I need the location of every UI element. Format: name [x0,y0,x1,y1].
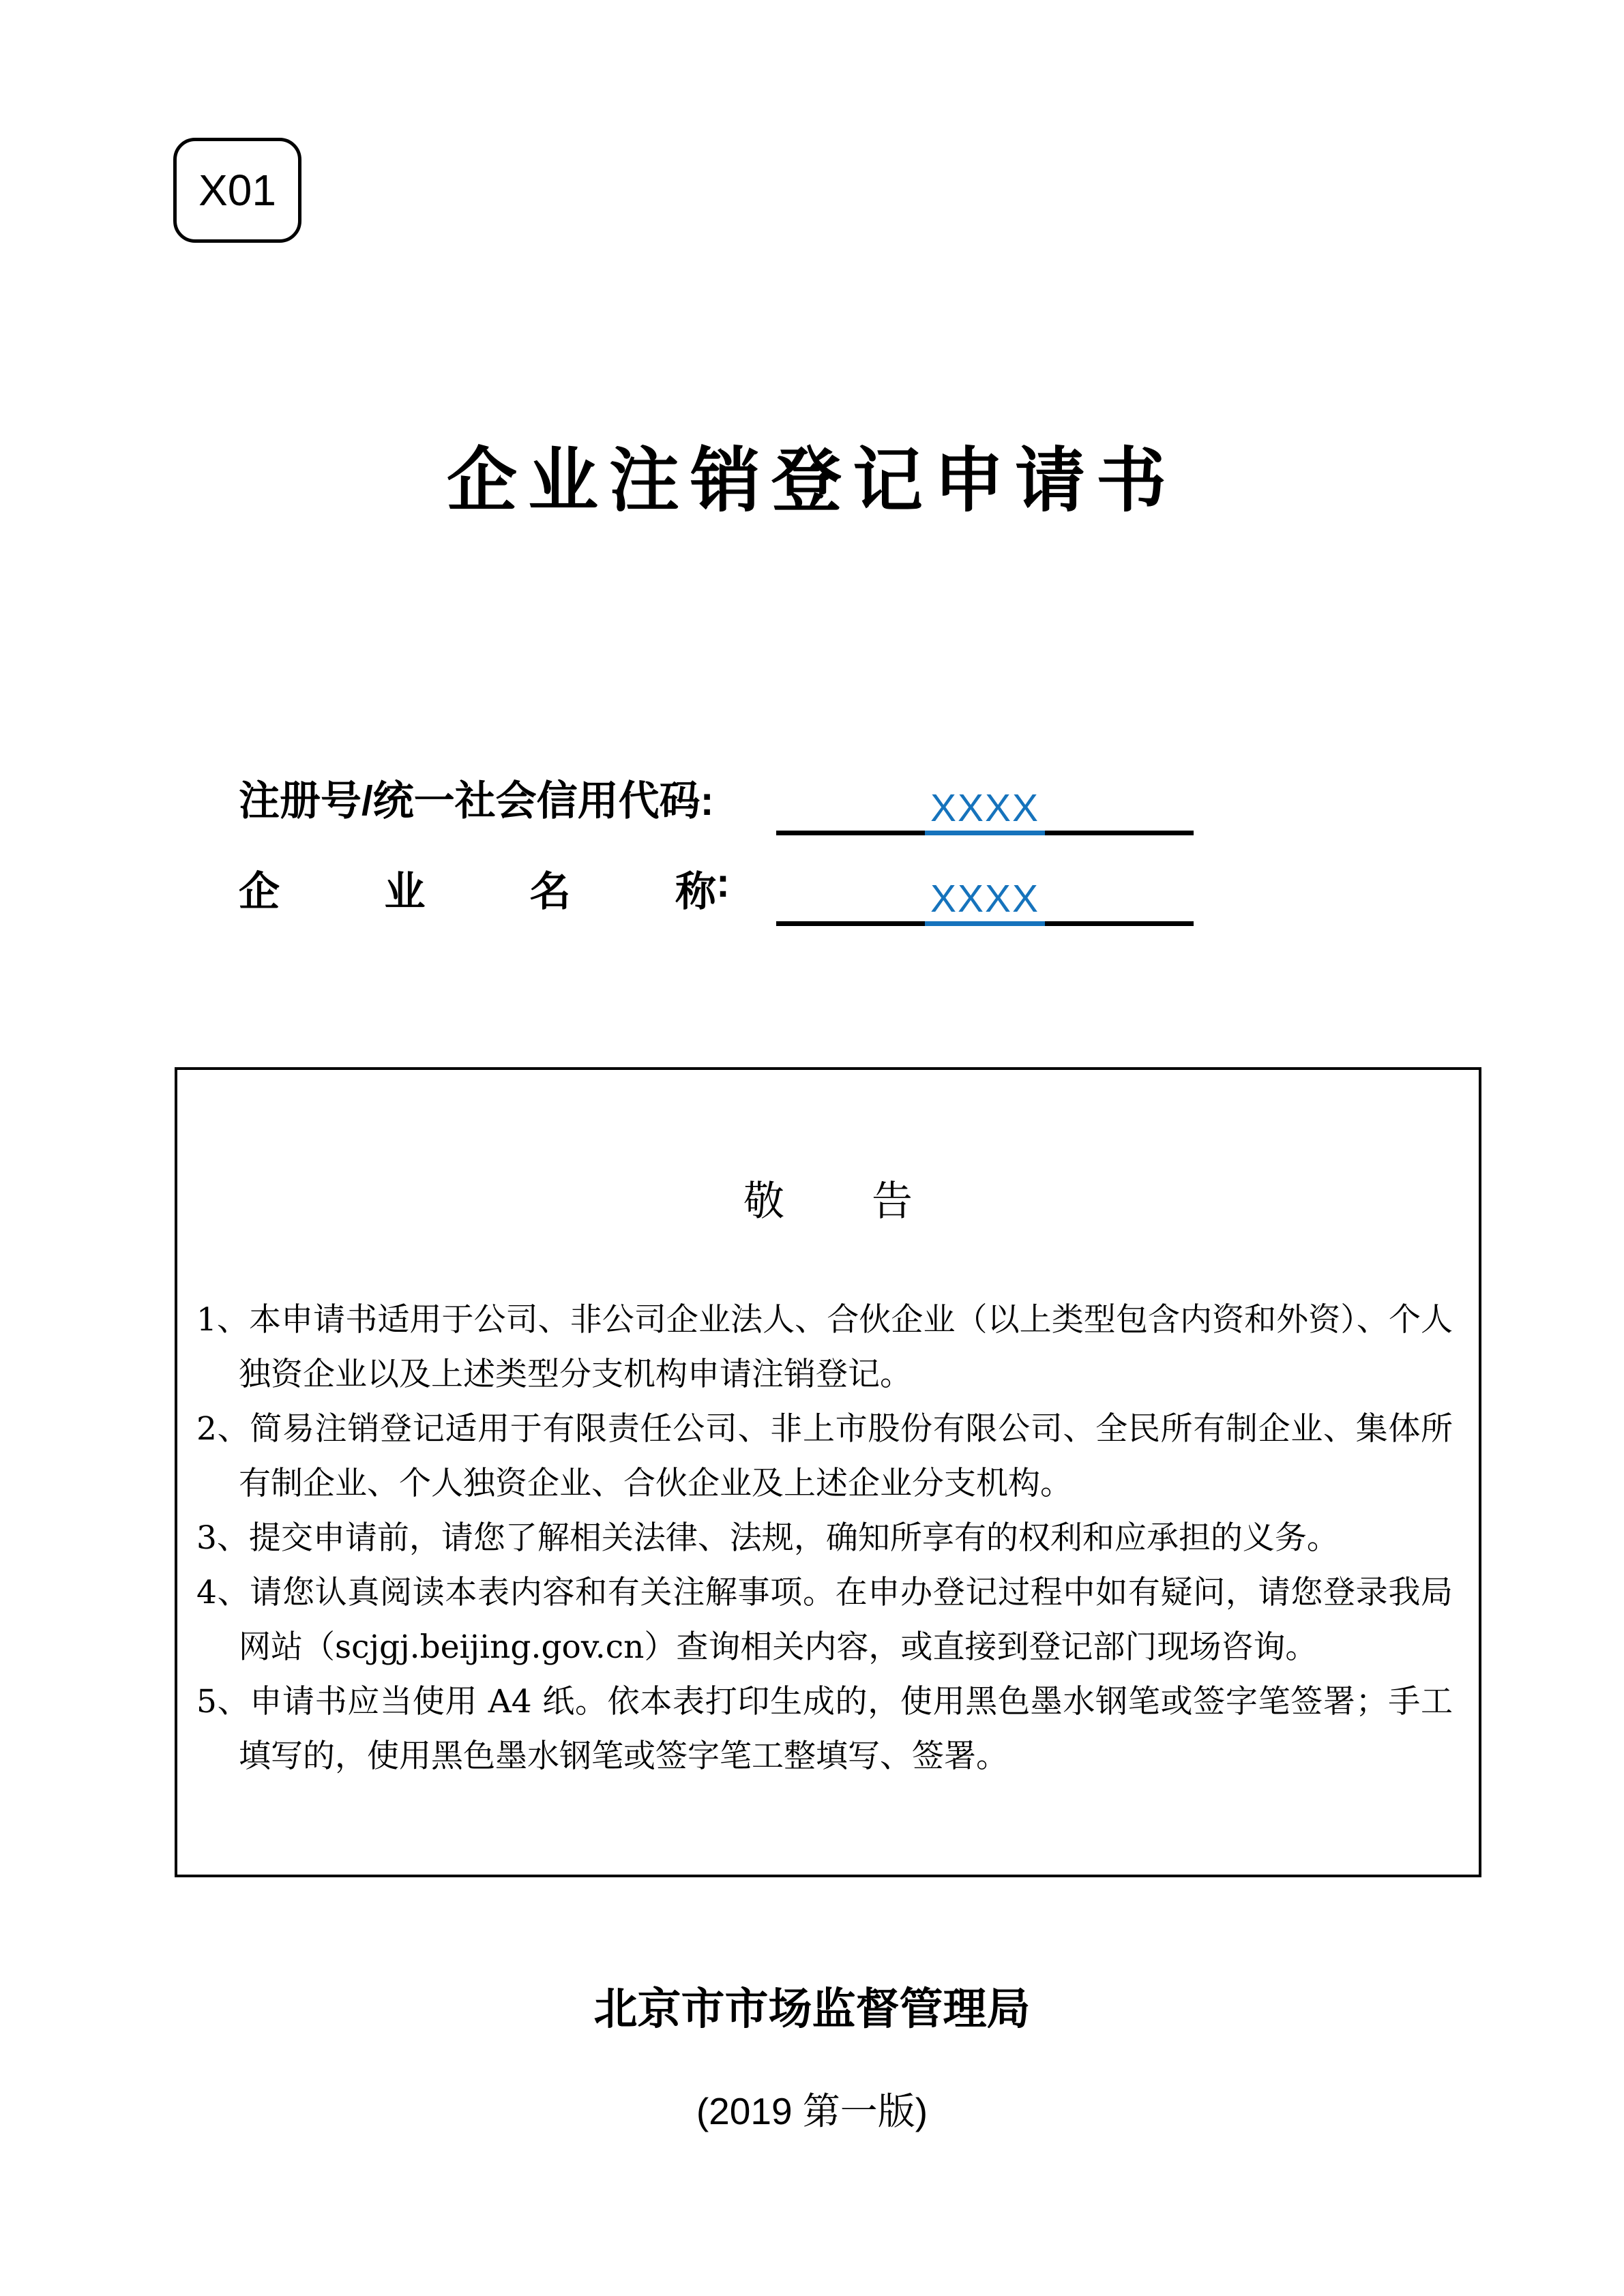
notice-item-number: 5、 [196,1683,250,1720]
notice-item-3 [196,1511,1453,1566]
fields-section [239,767,1197,949]
enterprise-name-label-char: 企 [239,869,280,914]
notice-heading-char: 敬 [743,1178,784,1225]
enterprise-name-field-row [239,858,1197,926]
notice-item-5 [196,1675,1453,1784]
enterprise-name-label-chars [239,859,716,918]
enterprise-name-label [239,859,747,926]
notice-item-text: 申请书应当使用 A4 纸。依本表打印生成的，使用黑色墨水钢笔或签字笔签署；手工填写的，使用黑色墨水钢笔或签字笔工整填写、签署。 [239,1683,1453,1775]
notice-item-text: 简易注销登记适用于有限责任公司、非上市股份有限公司、全民所有制企业、集体所有制企业、个人独资企业、合伙企业及上述企业分支机构。 [239,1410,1453,1502]
notice-item-number: 4、 [196,1574,250,1611]
credit-code-value[interactable]: XXXX [925,786,1045,835]
credit-code-underline [776,784,1194,835]
enterprise-name-label-char: 业 [384,869,426,914]
footer-organization: 北京市市场监督管理局 [593,1984,1031,2033]
notice-item-4 [196,1566,1453,1675]
form-code-text: X01 [198,166,276,215]
notice-list [196,1293,1453,1784]
notice-item-1 [196,1293,1453,1402]
notice-item-text: 本申请书适用于公司、非公司企业法人、合伙企业（以上类型包含内资和外资）、个人独资企业以及上述类型分支机构申请注销登记。 [239,1301,1453,1393]
enterprise-name-label-colon: : [716,860,730,906]
credit-code-label: 注册号/统一社会信用代码: [239,778,714,824]
notice-item-text: 请您认真阅读本表内容和有关注解事项。在申办登记过程中如有疑问，请您登录我局网站（scjgj.beijing.gov.cn）查询相关内容，或直接到登记部门现场咨询。 [239,1574,1453,1666]
page-title: 企业注销登记申请书 [447,441,1177,520]
enterprise-name-label-char: 称 [675,869,716,914]
notice-heading-char: 告 [872,1178,913,1225]
notice-item-number: 1、 [196,1301,250,1339]
credit-code-field-row [239,767,1197,835]
notice-item-number: 2、 [196,1410,250,1448]
footer-version: (2019 第一版) [696,2090,928,2132]
notice-item-number: 3、 [196,1519,249,1557]
notice-item-text: 提交申请前，请您了解相关法律、法规，确知所享有的权利和应承担的义务。 [248,1519,1339,1557]
notice-heading [177,1169,1479,1227]
notice-item-2 [196,1402,1453,1511]
enterprise-name-value[interactable]: XXXX [925,876,1045,926]
enterprise-name-underline [776,874,1194,926]
notice-box [175,1067,1481,1877]
form-code-badge [173,138,301,243]
enterprise-name-label-char: 名 [529,869,571,914]
